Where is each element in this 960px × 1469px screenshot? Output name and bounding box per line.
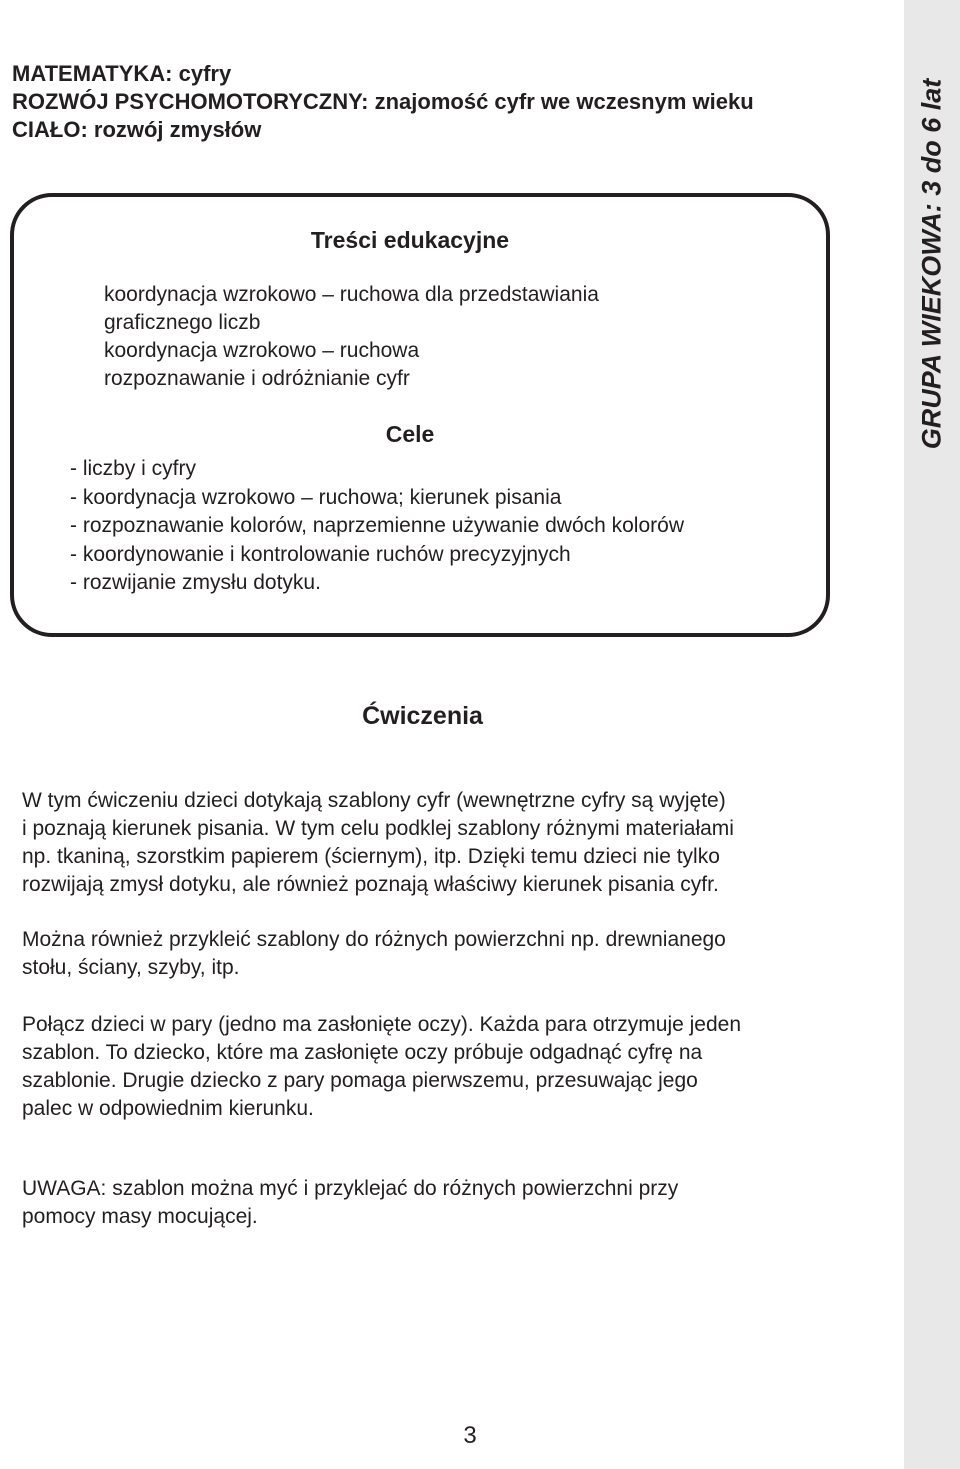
content-item: koordynacja wzrokowo – ruchowa [104,339,420,362]
paragraph-line: palec w odpowiednim kierunku. [22,1097,314,1120]
paragraph-line: W tym ćwiczeniu dzieci dotykają szablony cyfr (wewnętrzne cyfry są wyjęte) [22,789,726,812]
note-line: UWAGA: szablon można myć i przyklejać do różnych powierzchni przy [22,1177,679,1200]
paragraph-line: rozwijają zmysł dotyku, ale również poznają właściwy kierunek pisania cyfr. [22,873,719,896]
paragraph-line: i poznają kierunek pisania. W tym celu podklej szablony różnymi materiałami [22,817,734,840]
page-header [12,60,902,144]
exercises-title: Ćwiczenia [362,702,483,730]
content-item: rozpoznawanie i odróżnianie cyfr [104,367,410,390]
goal-item: - rozpoznawanie kolorów, naprzemienne używanie dwóch kolorów [70,514,684,537]
content-item: koordynacja wzrokowo – ruchowa dla przedstawiania [104,283,599,306]
content-title: Treści edukacyjne [310,227,510,253]
goal-item: - liczby i cyfry [70,457,196,480]
exercise-paragraph [22,926,892,982]
paragraph-line: Połącz dzieci w pary (jedno ma zasłonięte oczy). Każda para otrzymuje jeden [22,1013,742,1036]
paragraph-line: szablonie. Drugie dziecko z pary pomaga pierwszemu, przesuwając jego [22,1069,698,1092]
paragraph-line: np. tkaniną, szorstkim papierem (ściernym), itp. Dzięki temu dzieci nie tylko [22,845,720,868]
paragraph-line: szablon. To dziecko, które ma zasłonięte oczy próbuje odgadnąć cyfrę na [22,1041,703,1064]
goal-item: - rozwijanie zmysłu dotyku. [70,571,321,594]
page-number: 3 [463,1422,477,1449]
goal-item: - koordynacja wzrokowo – ruchowa; kierunek pisania [70,485,562,509]
header-line-psychomotor: ROZWÓJ PSYCHOMOTORYCZNY: znajomość cyfr we wczesnym wieku [12,89,754,114]
content-list [104,281,599,393]
goal-item: - koordynowanie i kontrolowanie ruchów precyzyjnych [70,542,571,566]
paragraph-line: stołu, ściany, szyby, itp. [22,956,240,979]
header-line-math: MATEMATYKA: cyfry [12,61,232,86]
note-paragraph [22,1175,892,1231]
paragraph-line: Można również przykleić szablony do różnych powierzchni np. drewnianego [22,928,726,951]
goals-title: Cele [385,421,435,447]
age-group-label: GRUPA WIEKOWA: 3 do 6 lat [916,78,947,450]
goals-list [70,455,684,598]
exercise-paragraph [22,1011,892,1123]
note-line: pomocy masy mocującej. [22,1205,258,1228]
header-line-body: CIAŁO: rozwój zmysłów [12,117,262,142]
exercise-paragraph [22,787,892,899]
content-item: graficznego liczb [104,311,261,334]
